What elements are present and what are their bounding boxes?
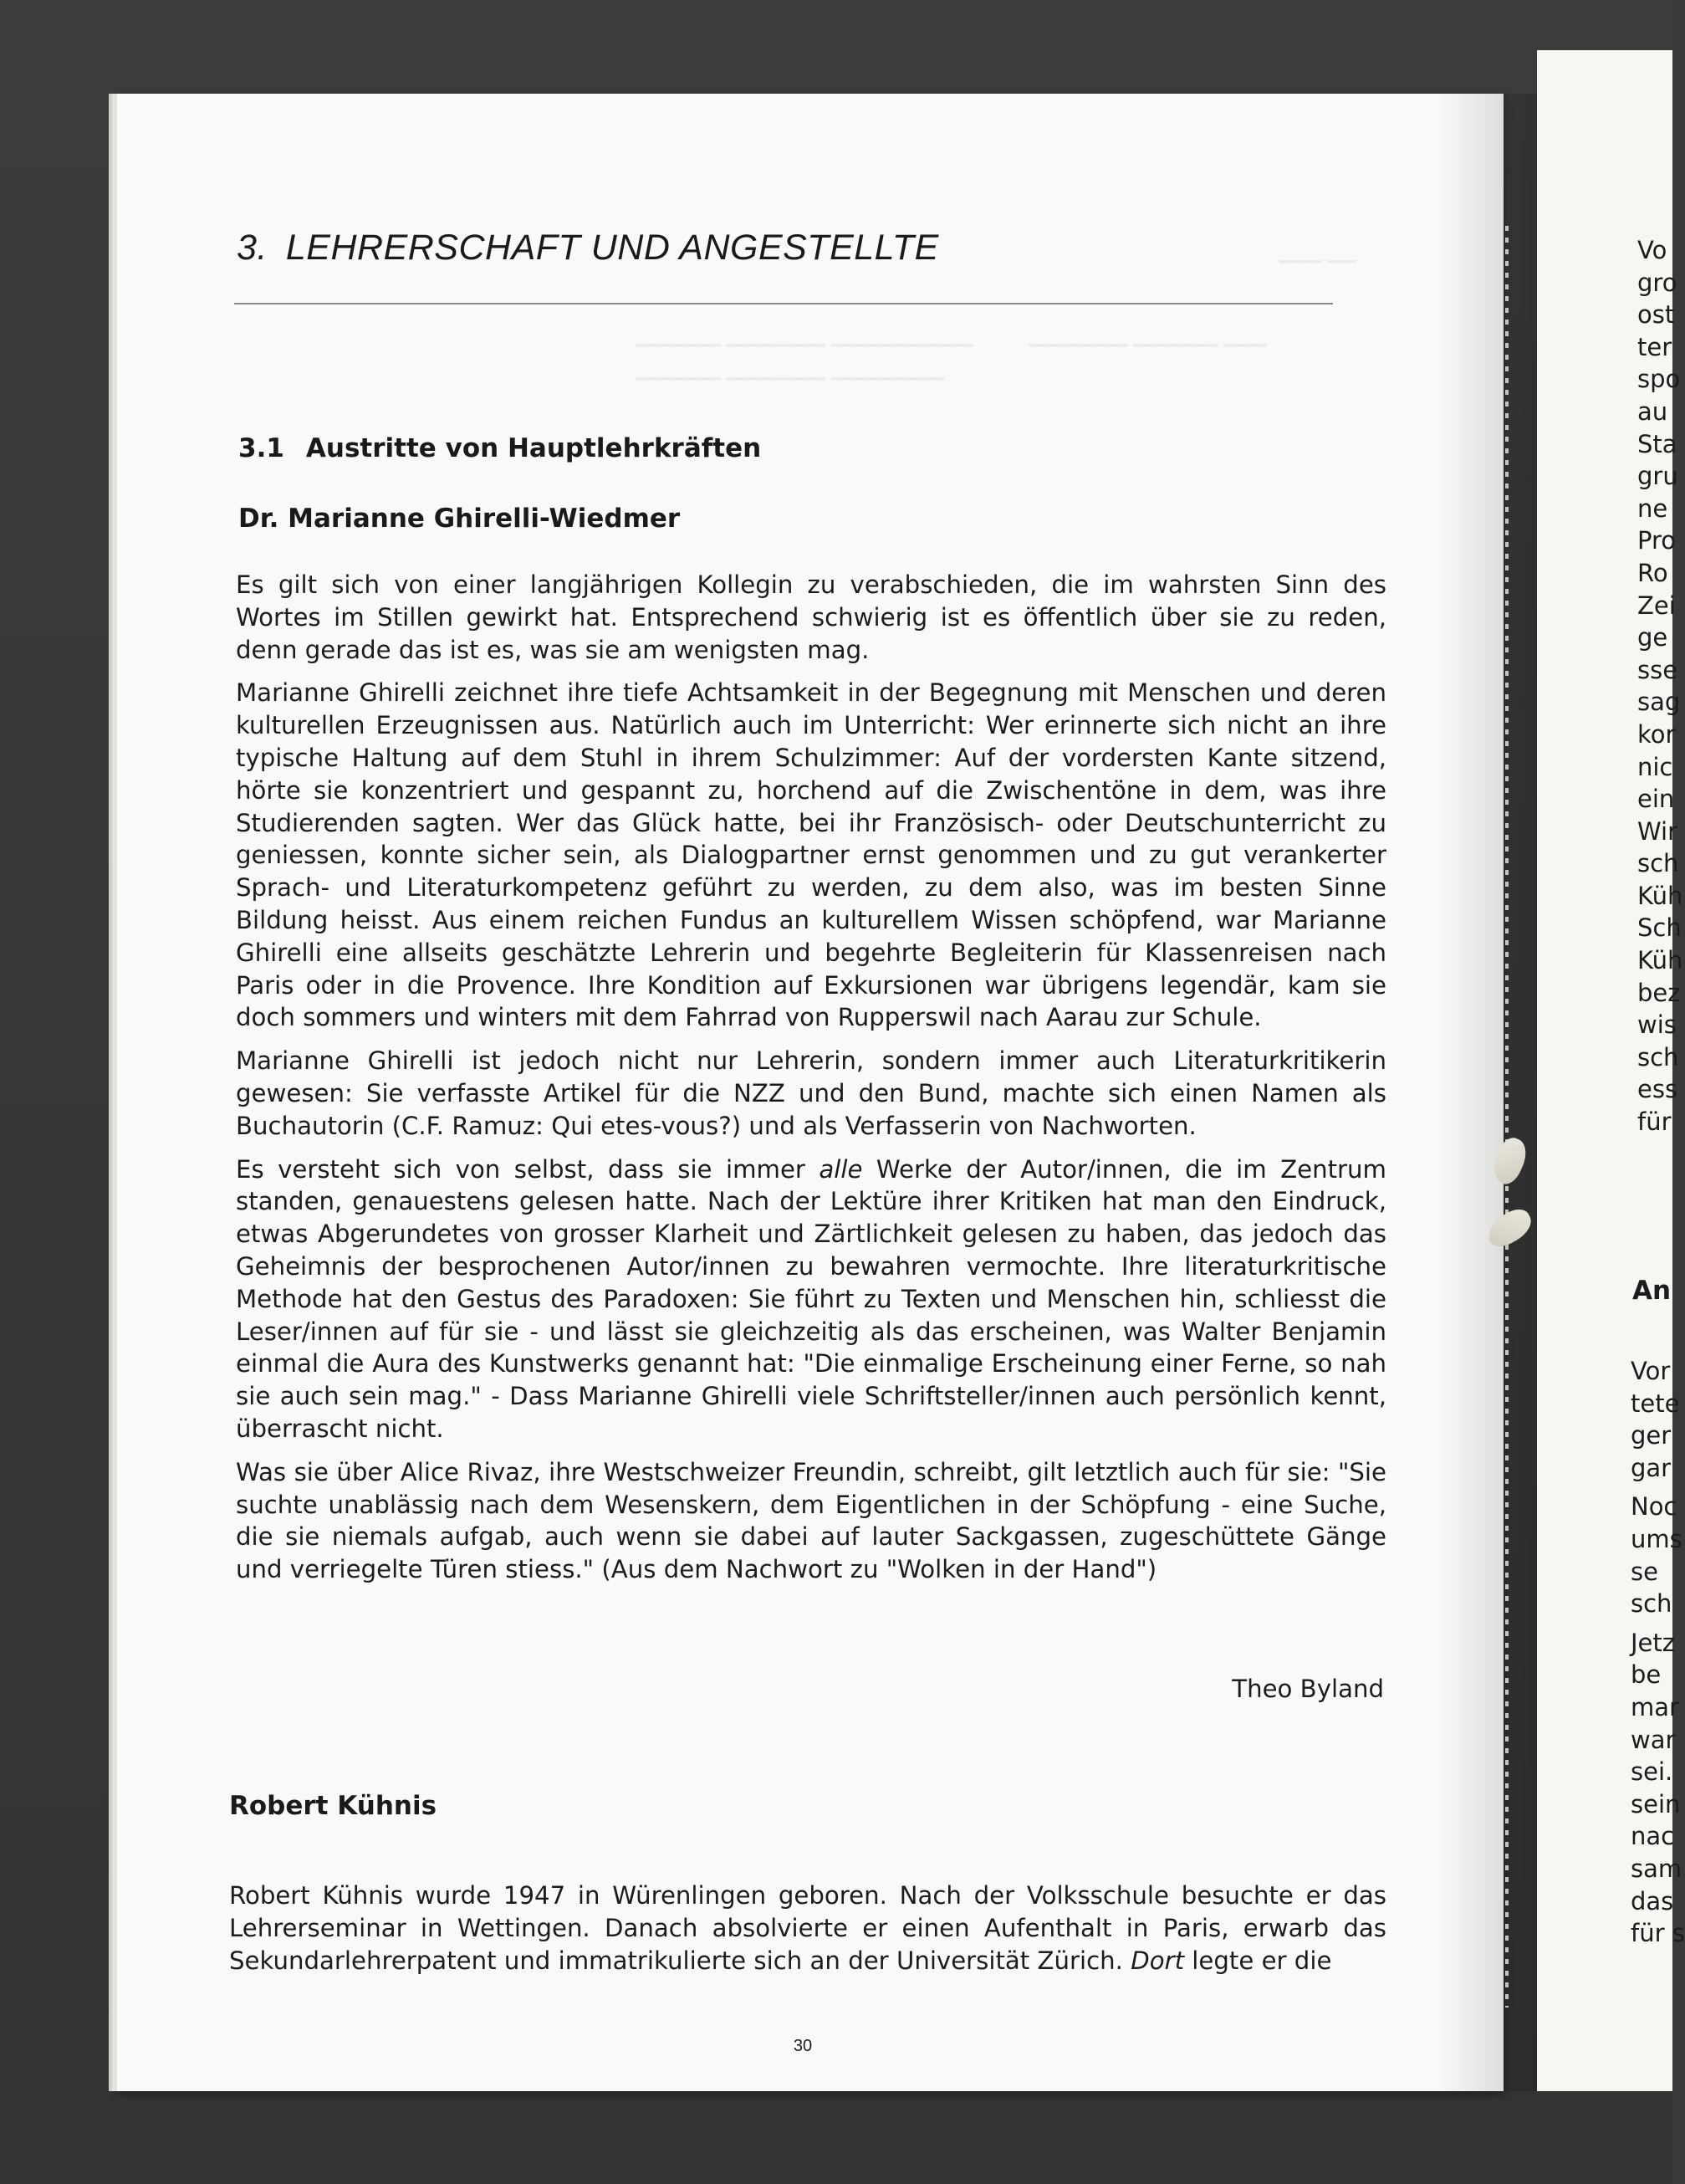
right-page-word: gro (1637, 268, 1677, 297)
author-signature: Theo Byland (1232, 1675, 1384, 1703)
right-page-word: ge (1637, 623, 1668, 652)
right-page-word: ter (1637, 332, 1672, 361)
right-page-word: für s (1631, 1919, 1685, 1948)
right-page-word: se (1631, 1557, 1658, 1586)
right-page-word: Wir (1637, 816, 1678, 846)
right-page-word: ost (1637, 300, 1675, 330)
right-page-word: wis (1637, 1010, 1677, 1040)
right-page-word: gar (1631, 1453, 1672, 1482)
right-page-word: sag (1637, 688, 1681, 717)
a2-text-start: Robert Kühnis wurde 1947 in Würenlingen geboren. Nach der Volksschule besuchte er das Lehrerseminar in Wettingen. Danach absolvierte er einen Aufenthalt in Paris, erwarb das Sekundarlehrerpatent und immatrikulierte sich an der Universität Zürich. (229, 1881, 1386, 1975)
right-page-word: Vo (1637, 236, 1667, 264)
right-page-word: sch (1631, 1589, 1672, 1619)
right-page-column-2 (1631, 1355, 1685, 1950)
right-page-word: be (1631, 1660, 1662, 1690)
right-page-word: gru (1637, 462, 1678, 491)
right-page-word: sch (1637, 1042, 1679, 1072)
right-page-word: tete (1631, 1389, 1680, 1418)
right-page-word: ums (1631, 1524, 1682, 1553)
right-page-word: das (1631, 1886, 1674, 1915)
title-rule (234, 303, 1333, 304)
chapter-number: 3. (237, 228, 268, 268)
article2-heading: Robert Kühnis (229, 1791, 437, 1821)
article1-body (236, 569, 1386, 1597)
right-page-word: mar (1631, 1692, 1679, 1721)
page-gutter-shadow (1438, 94, 1539, 2091)
right-page-word: Küh (1637, 946, 1683, 975)
right-page-word: sch (1637, 849, 1679, 878)
article2-body (229, 1880, 1386, 1987)
a2-text-end: legte er die (1184, 1946, 1332, 1975)
right-page-word: ess (1637, 1075, 1678, 1104)
show-through: ▁▁▁▁▁▁▁ ▁▁▁▁▁▁ ▁▁▁ (1029, 326, 1267, 347)
right-page-word: Zei (1637, 591, 1676, 620)
show-through: ▁▁▁▁▁▁ ▁▁▁▁▁▁▁ ▁▁▁▁▁▁▁▁ (636, 360, 945, 381)
right-page-word: Jetz (1631, 1628, 1675, 1657)
right-page-word: Noc (1631, 1492, 1677, 1522)
p4-emphasis: alle (819, 1154, 863, 1184)
right-page-heading: An (1632, 1276, 1672, 1306)
right-page-word: sein (1631, 1789, 1681, 1818)
article1-paragraph-4 (236, 1153, 1386, 1445)
right-page-word: nic (1637, 752, 1673, 781)
right-page-word: bez (1637, 978, 1681, 1007)
right-page-word: ger (1631, 1421, 1672, 1450)
section-title: Austritte von Hauptlehrkräften (305, 433, 762, 463)
article1-paragraph-1: Es gilt sich von einer langjährigen Kollegin zu verabschieden, die im wahrsten Sinn des Wortes im Stillen gewirkt hat. Entsprechend schwierig ist es öffentlich über sie zu reden, denn gerade das ist es, was sie am wenigsten mag. (236, 570, 1386, 664)
show-through: ▁▁▁▁▁▁ ▁▁▁▁▁▁▁ ▁▁▁▁▁▁▁▁▁▁ (636, 326, 973, 347)
right-page-word: au (1637, 396, 1668, 426)
right-page-word: war (1631, 1725, 1676, 1754)
right-page-word: nac (1631, 1822, 1675, 1851)
right-page-word: ein (1637, 785, 1675, 814)
section-number: 3.1 (238, 433, 284, 463)
chapter-title (237, 228, 1332, 269)
article1-paragraph-3: Marianne Ghirelli ist jedoch nicht nur Lehrerin, sondern immer auch Literaturkritikerin gewesen: Sie verfasste Artikel für die NZZ und den Bund, machte sich einen Namen als Buchautorin (C.F. Ramuz: Qui etes-vous?) und als Verfasserin von Nachworten. (236, 1046, 1386, 1140)
chapter-title-text: LEHRERSCHAFT UND ANGESTELLTE (285, 228, 939, 268)
right-page-word: kor (1637, 719, 1676, 749)
right-page-word: für (1637, 1107, 1672, 1137)
right-page-word: spo (1637, 365, 1681, 394)
right-page-word: Vor (1631, 1357, 1671, 1385)
a2-emphasis: Dort (1131, 1946, 1185, 1975)
binding-thread (1505, 226, 1509, 2008)
article2-paragraph-1 (229, 1880, 1386, 1977)
right-page-word: ne (1637, 494, 1668, 523)
right-page-column (1637, 234, 1683, 1138)
article1-heading: Dr. Marianne Ghirelli-Wiedmer (238, 504, 681, 534)
page-number: 30 (793, 2037, 813, 2055)
right-page-word: Küh (1637, 881, 1683, 910)
right-page-word: Sta (1637, 429, 1677, 458)
right-page-word: Pro (1637, 526, 1677, 555)
right-page-word: Ro (1637, 558, 1668, 587)
right-page-word: sam (1631, 1854, 1682, 1883)
p4-text-end: Werke der Autor/innen, die im Zentrum standen, genauestens gelesen hatte. Nach der Lektüre ihrer Kritiken hat man den Eindruck, etwas Abgerundetes von grosser Klarheit und Zärtlichkeit gelesen zu haben, das jedoch das Geheimnis der besprochenen Autor/innen zu bewahren vermochte. Ihre literaturkritische Methode hat den Gestus des Paradoxen: Sie führt zu Texten und Menschen hin, schliesst die Leser/innen auf für sie - und lässt sie gleichzeitig als das erscheinen, was Walter Benjamin einmal die Aura des Kunstwerks genannt hat: "Die einmalige Erscheinung einer Ferne, so nah sie auch sein mag." - Dass Marianne Ghirelli viele Schriftsteller/innen auch persönlich kennt, überrascht nicht. (236, 1154, 1386, 1443)
article1-paragraph-5: Was sie über Alice Rivaz, ihre Westschweizer Freundin, schreibt, gilt letztlich auch für sie: "Sie suchte unablässig nach dem Wesenskern, dem Eigentlichen in der Schöpfung - eine Suche, die sie niemals aufgab, auch wenn sie dabei auf lauter Sackgassen, zugeschüttete Gänge und verriegelte Türen stiess." (Aus dem Nachwort zu "Wolken in der Hand") (236, 1457, 1386, 1584)
right-page-word: sei. (1631, 1757, 1673, 1787)
right-page-word: Sch (1637, 913, 1682, 943)
section-heading (238, 433, 761, 463)
article1-paragraph-2: Marianne Ghirelli zeichnet ihre tiefe Achtsamkeit in der Begegnung mit Menschen und deren kulturellen Erzeugnissen aus. Natürlich auch im Unterricht: Wer erinnerte sich nicht an ihre typische Haltung auf dem Stuhl in ihrem Schulzimmer: Auf der vordersten Kante sitzend, hörte sie konzentriert und gespannt zu, horchend auf die Zwischentöne in dem, was ihre Studierenden sagten. Wer das Glück hatte, bei ihr Französisch- oder Deutschunterricht zu geniessen, konnte sicher sein, als Dialogpartner ernst genommen und zu gut verankerter Sprach- und Literaturkompetenz geführt zu werden, zu dem also, was im besten Sinne Bildung heisst. Aus einem reichen Fundus an kulturellem Wissen schöpfend, war Marianne Ghirelli eine allseits geschätzte Lehrerin und begehrte Begleiterin für Klassenreisen nach Paris oder in die Provence. Ihre Kondition auf Exkursionen war übrigens legendär, kam sie doch sommers und winters mit dem Fahrrad von Rupperswil nach Aarau zur Schule. (236, 678, 1386, 1032)
right-page-word: sse (1637, 655, 1678, 684)
p4-text-start: Es versteht sich von selbst, dass sie immer (236, 1154, 820, 1184)
show-through: ▁▁▁ ▁▁ (1279, 243, 1356, 263)
